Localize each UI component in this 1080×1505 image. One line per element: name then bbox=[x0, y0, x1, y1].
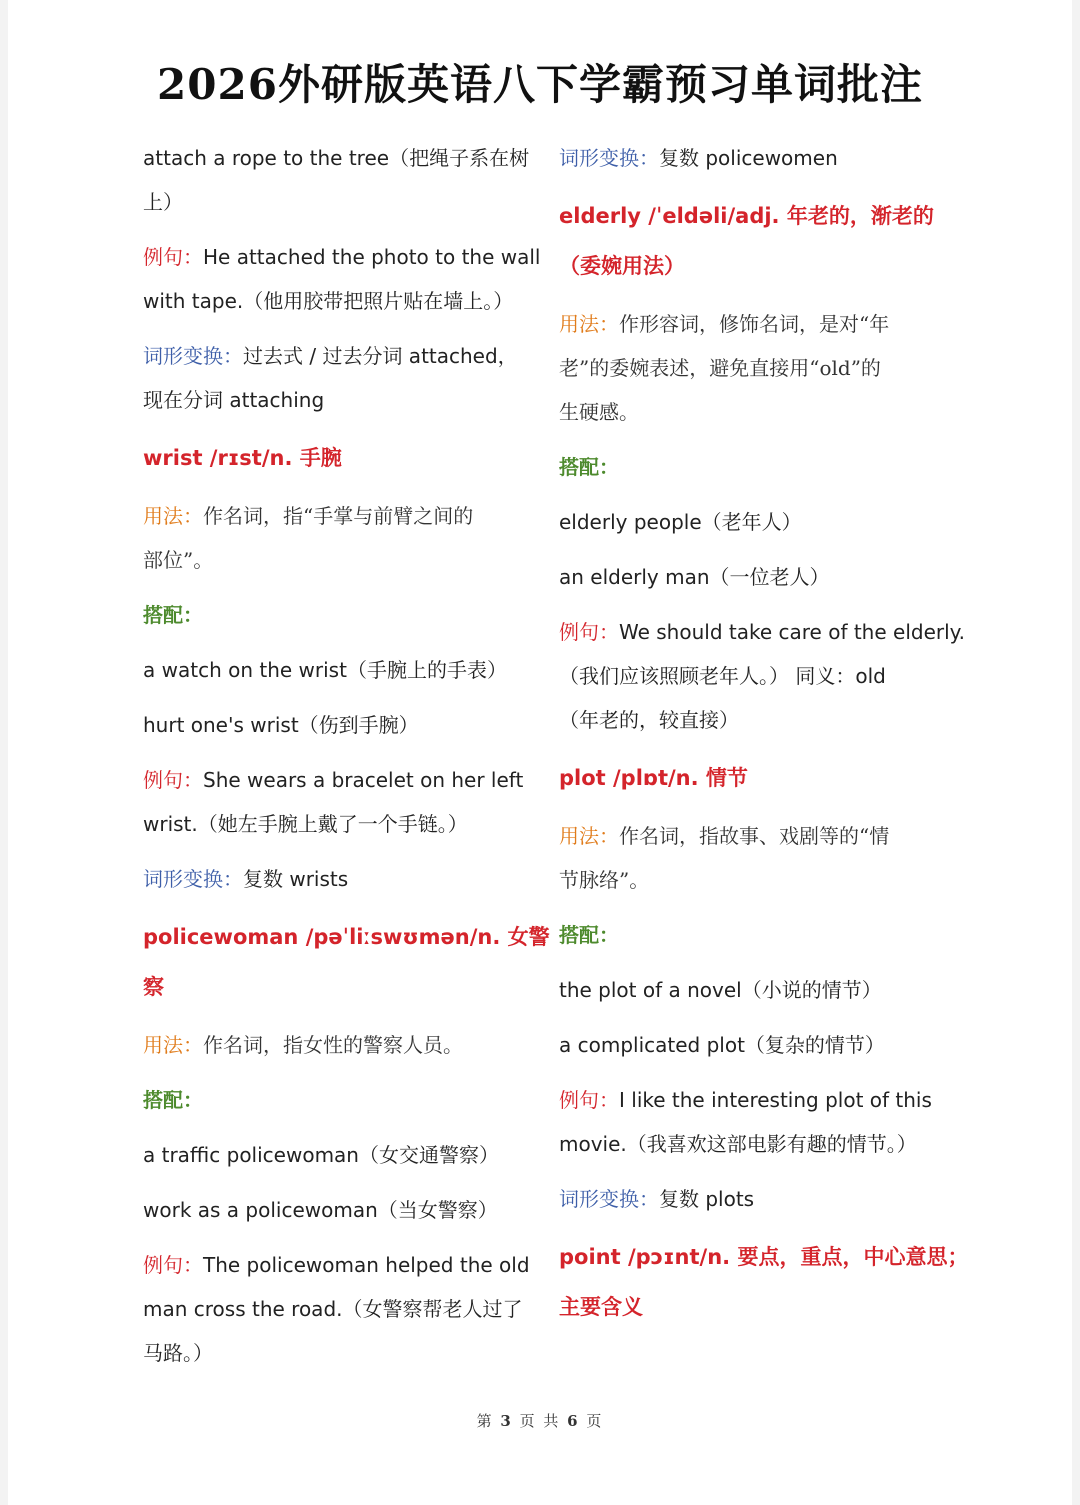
collocation-line: the plot of a novel（小说的情节） bbox=[559, 978, 882, 1002]
word-forms-text: 复数 wrists bbox=[243, 867, 349, 891]
usage-line bbox=[559, 814, 944, 858]
usage-text: 作名词，指“手掌与前臂之间的 bbox=[203, 504, 474, 528]
example-text: The policewoman helped the old bbox=[203, 1253, 530, 1277]
collocation-line: a watch on the wrist（手腕上的手表） bbox=[143, 658, 507, 682]
word-forms-text: 过去式 / 过去分词 attached， bbox=[243, 344, 518, 368]
usage-label: 用法： bbox=[559, 824, 619, 848]
word-forms-label: 词形变换： bbox=[559, 146, 659, 170]
footer-suffix: 页 bbox=[586, 1412, 604, 1430]
usage-line bbox=[559, 302, 944, 346]
usage-line: 部位”。 bbox=[143, 548, 214, 572]
headword-policewoman-cont: 察 bbox=[143, 975, 164, 999]
word-forms-text: 复数 plots bbox=[659, 1187, 755, 1211]
example-line bbox=[559, 610, 966, 654]
word-forms-line: 现在分词 attaching bbox=[143, 388, 325, 412]
word-forms-line bbox=[143, 857, 528, 901]
left-column bbox=[143, 136, 550, 1375]
collocation-line: a traffic policewoman（女交通警察） bbox=[143, 1143, 499, 1167]
word-forms-line bbox=[559, 136, 944, 180]
headword-policewoman: policewoman /pəˈliːswʊmən/n. 女警 bbox=[143, 925, 550, 949]
collocation-line: a complicated plot（复杂的情节） bbox=[559, 1033, 885, 1057]
word-forms-label: 词形变换： bbox=[559, 1187, 659, 1211]
example-text: He attached the photo to the wall bbox=[203, 245, 541, 269]
usage-line bbox=[143, 1023, 528, 1067]
example-line: （我们应该照顾老年人。） 同义：old bbox=[559, 664, 886, 688]
example-line bbox=[143, 758, 528, 802]
collocation-label: 搭配： bbox=[143, 1088, 203, 1112]
page-title: 2026外研版英语八下学霸预习单词批注 bbox=[157, 60, 923, 109]
example-label: 例句： bbox=[143, 245, 203, 269]
example-line bbox=[143, 1243, 528, 1287]
headword-point: point /pɔɪnt/n. 要点，重点，中心意思； bbox=[559, 1245, 969, 1269]
example-line: wrist.（她左手腕上戴了一个手链。） bbox=[143, 812, 468, 836]
usage-line: 生硬感。 bbox=[559, 400, 639, 424]
right-column bbox=[559, 136, 969, 1332]
headword-plot: plot /plɒt/n. 情节 bbox=[559, 766, 748, 790]
example-label: 例句： bbox=[143, 1253, 203, 1277]
word-forms-text: 复数 policewomen bbox=[659, 146, 838, 170]
collocation-line: elderly people（老年人） bbox=[559, 510, 802, 534]
word-forms-line bbox=[559, 1177, 944, 1221]
collocation-line: hurt one's wrist（伤到手腕） bbox=[143, 713, 419, 737]
example-label: 例句： bbox=[559, 1088, 619, 1112]
example-text: I like the interesting plot of this bbox=[619, 1088, 932, 1112]
collocation-line: attach a rope to the tree（把绳子系在树 bbox=[143, 146, 530, 170]
usage-text: 作形容词，修饰名词，是对“年 bbox=[619, 312, 890, 336]
current-page-number: 3 bbox=[500, 1412, 513, 1430]
collocation-line: work as a policewoman（当女警察） bbox=[143, 1198, 498, 1222]
word-forms-line bbox=[143, 334, 528, 378]
total-page-count: 6 bbox=[567, 1412, 580, 1430]
example-line bbox=[559, 1078, 944, 1122]
page-footer bbox=[0, 1410, 1080, 1431]
usage-text: 作名词，指故事、戏剧等的“情 bbox=[619, 824, 890, 848]
headword-point-cont: 主要含义 bbox=[559, 1295, 643, 1319]
example-text: We should take care of the elderly. bbox=[619, 620, 966, 644]
headword-elderly: elderly /ˈeldəli/adj. 年老的，渐老的 bbox=[559, 204, 934, 228]
collocation-label: 搭配： bbox=[559, 923, 619, 947]
collocation-label: 搭配： bbox=[143, 603, 203, 627]
usage-line: 节脉络”。 bbox=[559, 868, 650, 892]
usage-label: 用法： bbox=[559, 312, 619, 336]
example-line: movie.（我喜欢这部电影有趣的情节。） bbox=[559, 1132, 917, 1156]
footer-middle: 页 共 bbox=[519, 1412, 561, 1430]
example-line: 马路。） bbox=[143, 1341, 213, 1365]
example-text: She wears a bracelet on her left bbox=[203, 768, 524, 792]
example-line: with tape.（他用胶带把照片贴在墙上。） bbox=[143, 289, 514, 313]
usage-label: 用法： bbox=[143, 1033, 203, 1057]
word-forms-label: 词形变换： bbox=[143, 867, 243, 891]
example-label: 例句： bbox=[143, 768, 203, 792]
example-label: 例句： bbox=[559, 620, 619, 644]
usage-line: 老”的委婉表述，避免直接用“old”的 bbox=[559, 356, 881, 380]
collocation-line: 上） bbox=[143, 190, 183, 214]
word-forms-label: 词形变换： bbox=[143, 344, 243, 368]
collocation-line: an elderly man（一位老人） bbox=[559, 565, 830, 589]
usage-line bbox=[143, 494, 528, 538]
headword-wrist: wrist /rɪst/n. 手腕 bbox=[143, 446, 342, 470]
usage-text: 作名词，指女性的警察人员。 bbox=[203, 1033, 463, 1057]
headword-elderly-cont: （委婉用法） bbox=[559, 254, 685, 278]
footer-prefix: 第 bbox=[476, 1412, 494, 1430]
usage-label: 用法： bbox=[143, 504, 203, 528]
collocation-label: 搭配： bbox=[559, 455, 619, 479]
example-line bbox=[143, 235, 541, 279]
example-line: man cross the road.（女警察帮老人过了 bbox=[143, 1297, 523, 1321]
example-line: （年老的，较直接） bbox=[559, 708, 739, 732]
